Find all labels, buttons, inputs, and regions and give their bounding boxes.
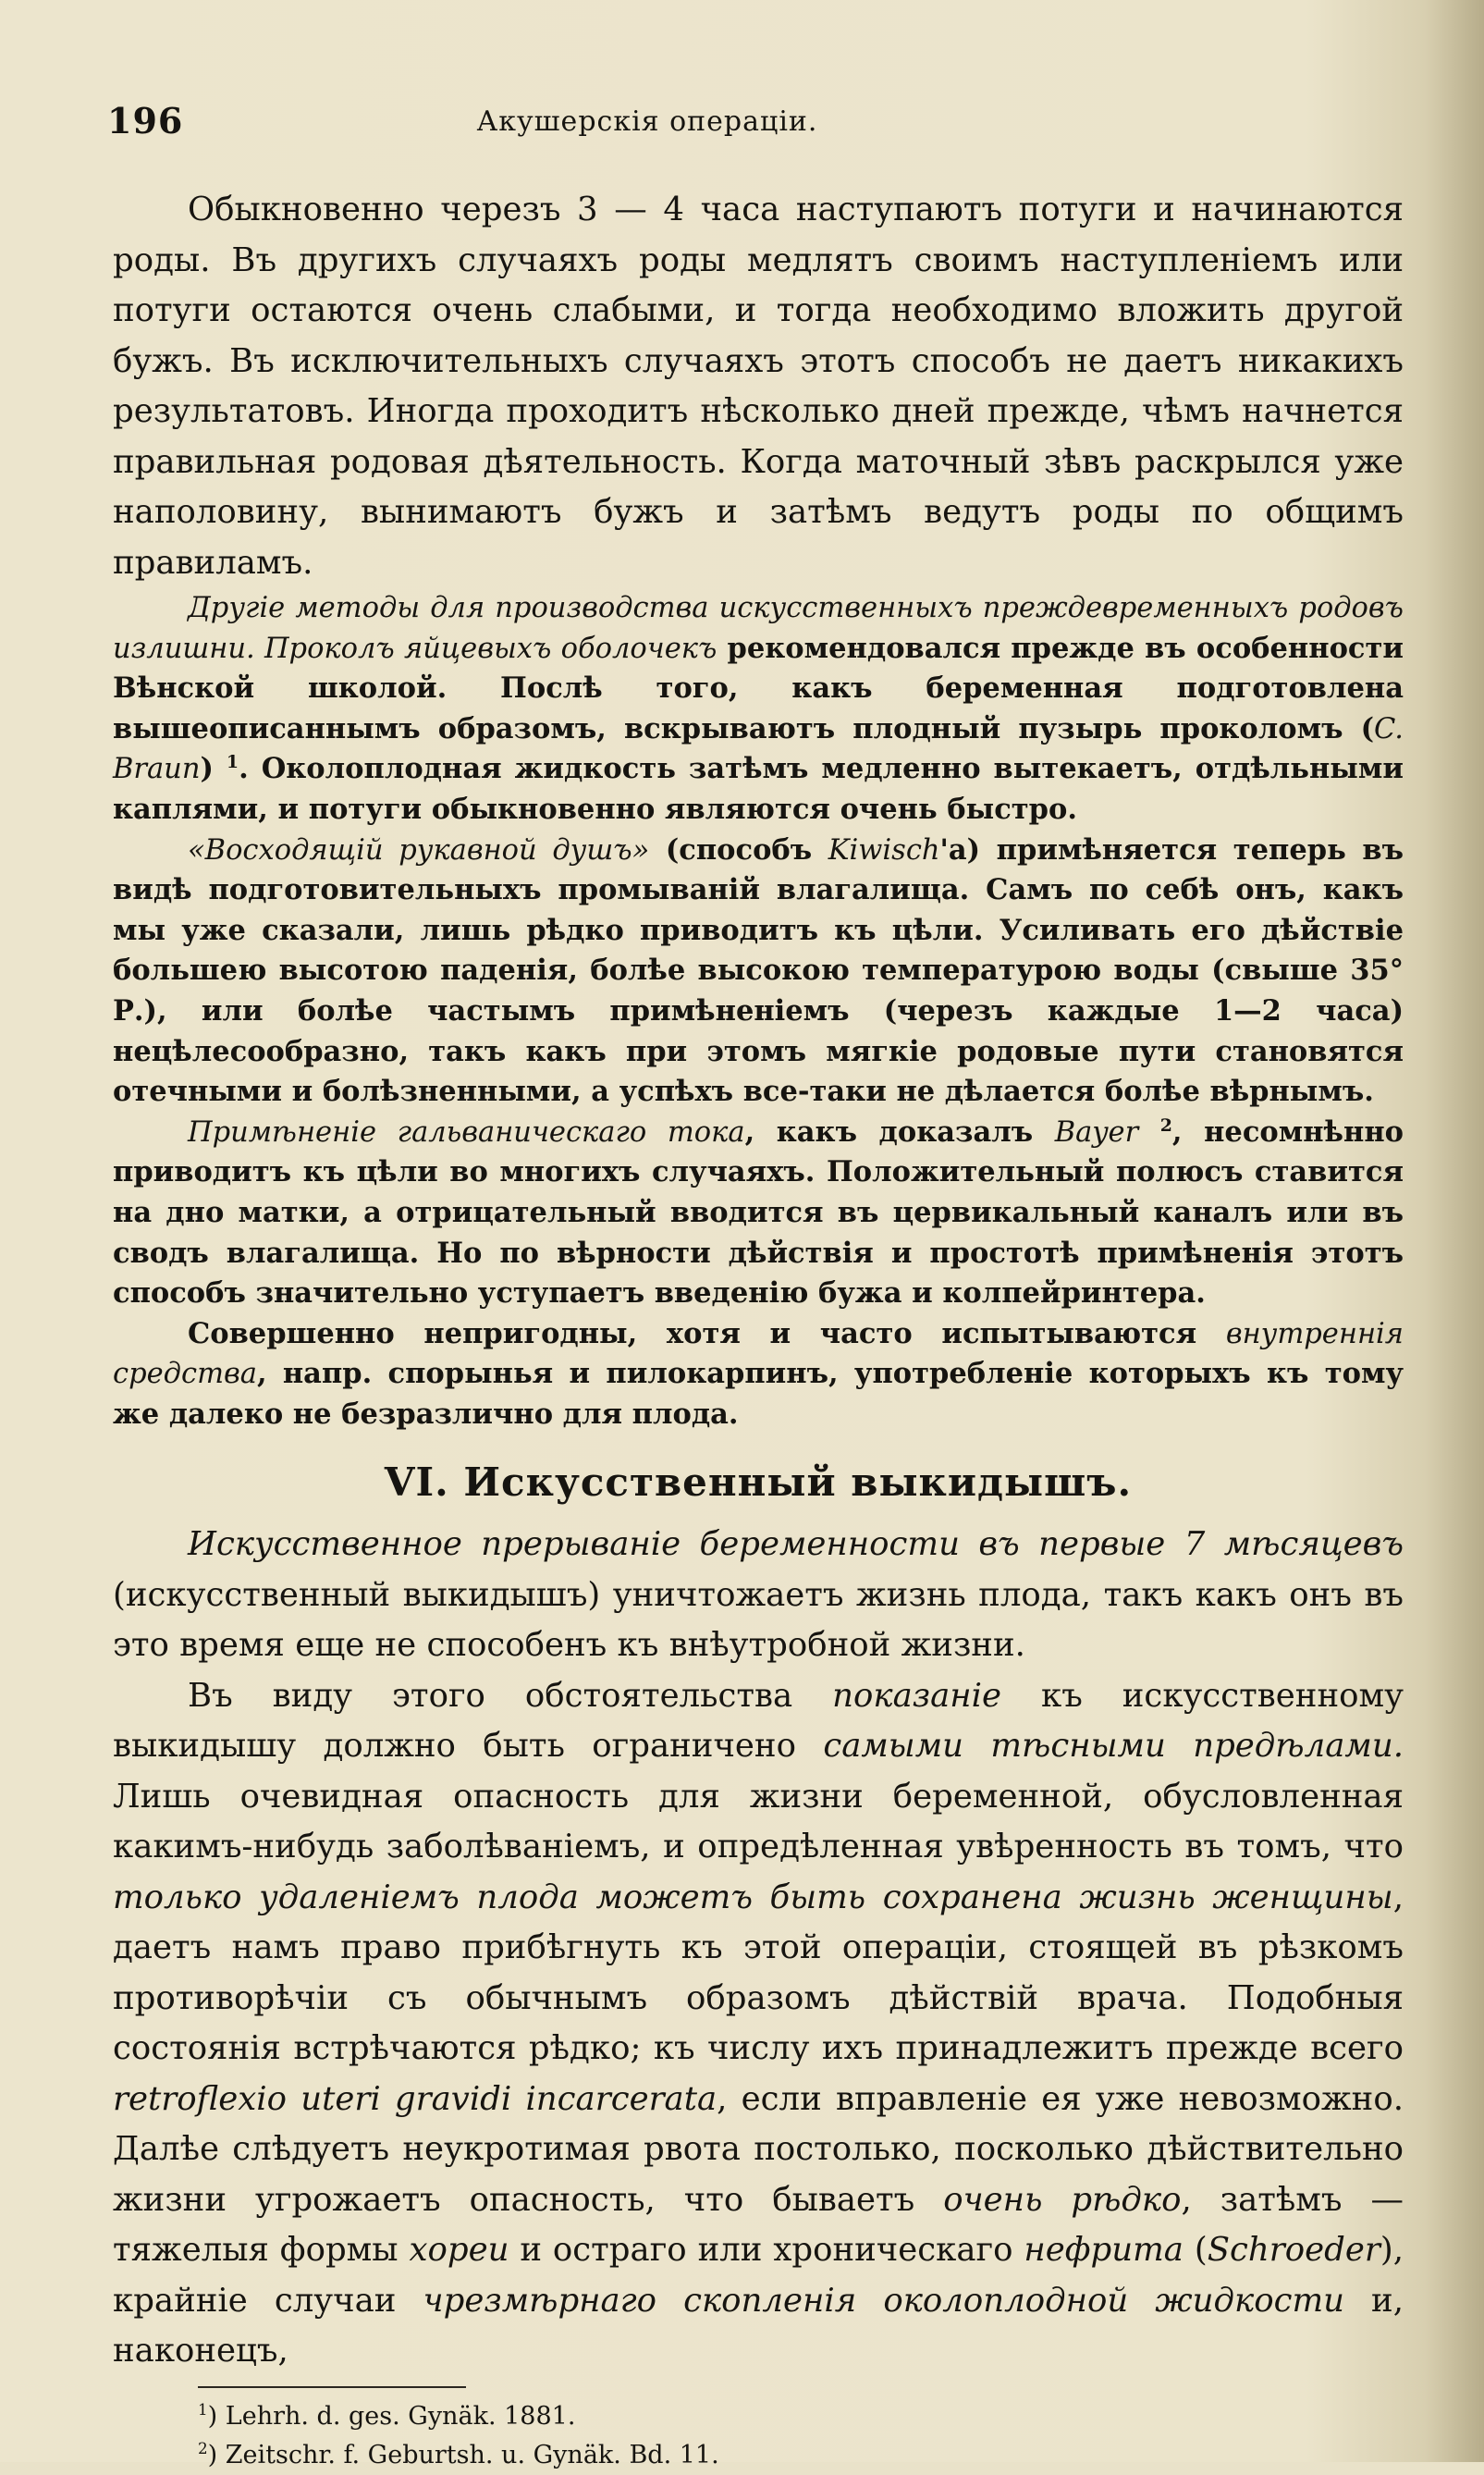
text-run: ), крайніе случаи bbox=[113, 2231, 1404, 2320]
paragraph-2 bbox=[113, 588, 1404, 831]
text-run: Въ виду этого обстоятельства bbox=[188, 1676, 833, 1715]
text-run: (искусственный выкидышъ) уничтожаетъ жизнь плода, такъ какъ онъ въ это время еще не способенъ къ внѣутробной жизни. bbox=[113, 1575, 1404, 1665]
footnote-ref-2: 2 bbox=[1159, 1114, 1172, 1136]
author-name: C. Braun bbox=[113, 712, 1404, 786]
footnote-divider bbox=[198, 2386, 466, 2388]
text-run: (способъ bbox=[649, 832, 828, 867]
emphasis: только удаленіемъ плода можетъ быть сохранена жизнь женщины bbox=[113, 1878, 1393, 1916]
emphasis: чрезмѣрнаго скопленія околоплодной жидкости bbox=[423, 2281, 1344, 2320]
emphasis: очень рѣдко bbox=[943, 2180, 1182, 2219]
text-run: , несомнѣнно приводитъ къ цѣли во многихъ случаяхъ. Положительный полюсъ ставится на дно матки, а отрицательный вводится въ цервикальный каналъ или въ сводъ влагалища. Но по вѣрности дѣйствія и простотѣ примѣненія этотъ способъ значительно уступаетъ введенію бужа и колпейринтера. bbox=[113, 1114, 1404, 1311]
text-run bbox=[1138, 1115, 1160, 1149]
text-run: , если вправленіе ея уже невозможно. Далѣе слѣдуетъ неукротимая рвота постолько, посколько дѣйствительно жизни угрожаетъ опасность, что бываетъ bbox=[113, 2079, 1404, 2219]
running-title: Акушерскія операціи. bbox=[476, 105, 818, 138]
text-run: рекомендовался прежде въ особенности Вѣнской школой. Послѣ того, какъ беременная подготовлена вышеописаннымъ образомъ, вскрываютъ плодный пузырь проколомъ ( bbox=[113, 631, 1404, 745]
text-run: . Околоплодная жидкость затѣмъ медленно вытекаетъ, отдѣльными каплями, и потуги обыкновенно являются очень быстро. bbox=[113, 752, 1404, 826]
section-heading: VI. Искусственный выкидышъ. bbox=[384, 1459, 1133, 1506]
author-name: Kiwisch bbox=[828, 833, 940, 867]
page-number: 196 bbox=[107, 100, 184, 142]
text-run: , какъ доказалъ bbox=[744, 1114, 1055, 1149]
footnote-ref-1: 1 bbox=[226, 752, 239, 773]
text-run: 'а) примѣняется теперь въ видѣ подготовительныхъ промываній влагалища. Самъ по себѣ онъ, какъ мы уже сказали, лишь рѣдко приводитъ къ цѣли. Усиливать его дѣйствіе большею высотою паденія, болѣе высокою температурою воды (свыше 35° Р.), или болѣе частымъ примѣненіемъ (черезъ каждые 1—2 часа) нецѣлесообразно, такъ какъ при этомъ мягкіе родовые пути становятся отечными и болѣзненными, а успѣхъ все-таки не дѣлается болѣе вѣрнымъ. bbox=[113, 832, 1404, 1109]
emphasis: нефрита bbox=[1024, 2231, 1184, 2270]
author-name: Bayer bbox=[1054, 1115, 1139, 1149]
paragraph-5 bbox=[113, 1314, 1404, 1435]
paragraph-1: Обыкновенно черезъ 3 — 4 часа наступаютъ потуги и начинаются роды. Въ другихъ случаяхъ роды медлятъ своимъ наступленіемъ или потуги остаются очень слабыми, и тогда необходимо вложить другой бужъ. Въ исключительныхъ случаяхъ этотъ способъ не даетъ никакихъ результатовъ. Иногда проходитъ нѣсколько дней прежде, чѣмъ начнется правильная родовая дѣятельность. Когда маточный зѣвъ раскрылся уже наполовину, вынимаютъ бужъ и затѣмъ ведутъ роды по общимъ правиламъ. bbox=[113, 191, 1404, 582]
emphasis: «Восходящій рукавной душъ» bbox=[188, 833, 650, 867]
footnote-1: $^1$) Lehrh. d. ges. Gynäk. 1881. bbox=[198, 2399, 576, 2431]
paragraph-7 bbox=[113, 1671, 1404, 2377]
text-run: ) bbox=[200, 752, 227, 786]
emphasis: показаніе bbox=[832, 1676, 1002, 1715]
footnote-text: Lehrh. d. ges. Gynäk. 1881. bbox=[225, 2401, 576, 2431]
footnote-marker: 1 bbox=[198, 2399, 208, 2419]
paragraph-6 bbox=[113, 1520, 1404, 1671]
emphasis: Другіе методы для производства искусственныхъ преждевременныхъ родовъ излишни. Проколъ яйцевыхъ оболочекъ bbox=[113, 592, 1404, 665]
paragraph-3 bbox=[113, 831, 1404, 1113]
text-run: Лишь очевидная опасность для жизни беременной, обусловленная какимъ-нибудь заболѣваніемъ, и опредѣленная увѣренность въ томъ, что bbox=[113, 1777, 1404, 1866]
paragraph-4 bbox=[113, 1113, 1404, 1314]
text-run: ( bbox=[1183, 2231, 1208, 2270]
emphasis: Примѣненіе гальваническаго тока bbox=[188, 1115, 745, 1149]
footnote-2: $^2$) Zeitschr. f. Geburtsh. u. Gynäk. Bd. 11. bbox=[198, 2438, 719, 2469]
text-run: Совершенно непригодны, хотя и часто испытываются bbox=[188, 1316, 1226, 1350]
text-run: , даетъ намъ право прибѣгнуть къ этой операціи, стоящей въ рѣзкомъ противорѣчіи съ обычнымъ образомъ дѣйствій врача. Подобныя состоянія встрѣчаются рѣдко; къ числу ихъ принадлежитъ прежде всего bbox=[113, 1878, 1404, 2068]
text-run: и остраго или хроническаго bbox=[509, 2231, 1024, 2270]
footnote-marker: 2 bbox=[198, 2438, 208, 2457]
text-run: къ искусственному выкидышу должно быть ограничено bbox=[113, 1676, 1404, 1766]
emphasis: Искусственное прерываніе беременности въ первые 7 мѣсяцевъ bbox=[188, 1525, 1404, 1564]
author-name: Schroeder bbox=[1207, 2231, 1380, 2270]
page-body bbox=[113, 185, 1404, 2475]
emphasis: самыми тѣсными предѣлами. bbox=[823, 1727, 1404, 1766]
footnote-text: Zeitschr. f. Geburtsh. u. Gynäk. Bd. 11. bbox=[225, 2440, 719, 2469]
emphasis: хореи bbox=[409, 2231, 509, 2270]
text-run: , затѣмъ — тяжелыя формы bbox=[113, 2180, 1404, 2270]
latin-term: retroflexio uteri gravidi incarcerata bbox=[113, 2079, 717, 2118]
page-header bbox=[0, 100, 1484, 165]
text-run: , напр. спорынья и пилокарпинъ, употребленіе которыхъ къ тому же далеко не безразлично для плода. bbox=[113, 1357, 1404, 1431]
text-run: и, наконецъ, bbox=[113, 2281, 1404, 2370]
emphasis: внутреннія средства bbox=[113, 1317, 1404, 1391]
